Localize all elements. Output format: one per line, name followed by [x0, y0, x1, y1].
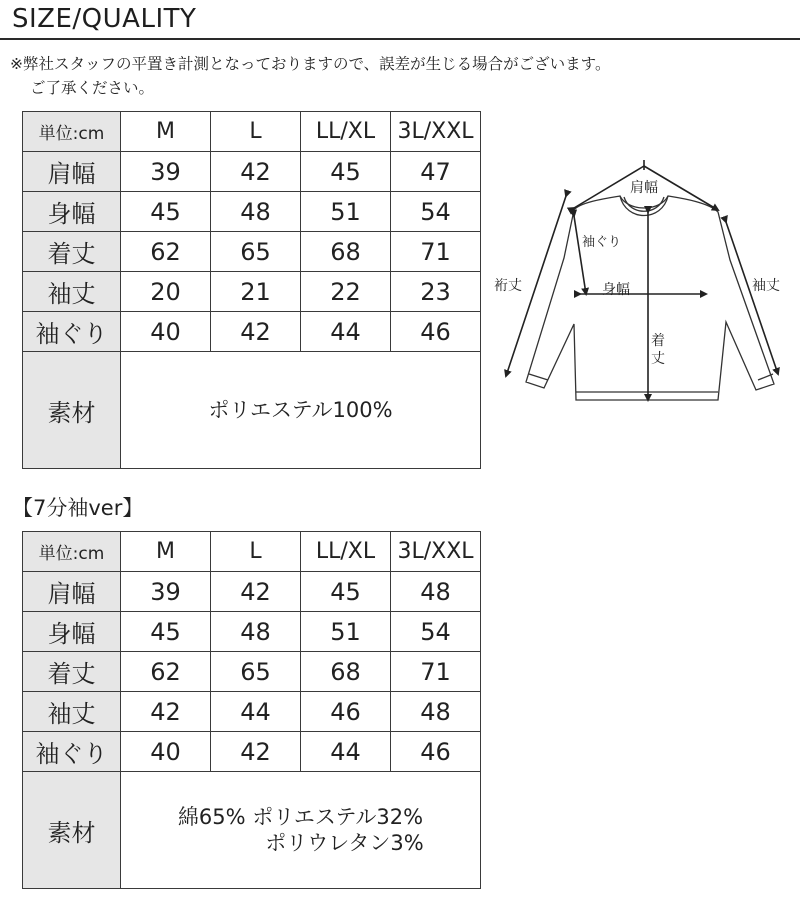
column-header: L [211, 532, 301, 572]
table-cell: 48 [391, 572, 481, 612]
material-value: ポリエステル100% [121, 352, 481, 469]
table-cell: 48 [211, 192, 301, 232]
table-cell: 65 [211, 232, 301, 272]
table-cell: 45 [301, 572, 391, 612]
table-cell: 45 [121, 612, 211, 652]
table-row [23, 272, 481, 312]
table-cell: 45 [301, 152, 391, 192]
table-cell: 42 [121, 692, 211, 732]
table-cell: 22 [301, 272, 391, 312]
material-label: 素材 [23, 352, 121, 469]
measurement-note [10, 52, 800, 100]
table-cell: 21 [211, 272, 301, 312]
material-line-1: 綿65% ポリエステル32% [177, 805, 424, 829]
sleeve-arrow [726, 222, 778, 374]
sleeve-label: 袖丈 [752, 278, 780, 294]
table-cell: 48 [211, 612, 301, 652]
size-table-standard [22, 111, 481, 469]
armhole-arrow [574, 216, 586, 294]
column-header: 3L/XXL [391, 112, 481, 152]
row-label: 肩幅 [23, 152, 121, 192]
column-header: LL/XL [301, 532, 391, 572]
row-label: 袖丈 [23, 692, 121, 732]
column-header: 3L/XXL [391, 532, 481, 572]
table-cell: 54 [391, 612, 481, 652]
garment-measurement-diagram [488, 152, 788, 414]
table-header-row [23, 532, 481, 572]
shirt-outline [526, 196, 774, 400]
row-label: 袖丈 [23, 272, 121, 312]
table-cell: 46 [301, 692, 391, 732]
table-cell: 39 [121, 572, 211, 612]
material-label: 素材 [23, 772, 121, 889]
armhole-label: 袖ぐり [582, 235, 622, 250]
table-cell: 40 [121, 732, 211, 772]
material-value [121, 772, 481, 889]
row-label: 袖ぐり [23, 732, 121, 772]
table-row [23, 732, 481, 772]
row-label: 肩幅 [23, 572, 121, 612]
note-line-2: ご了承ください。 [30, 79, 155, 97]
row-label: 着丈 [23, 232, 121, 272]
row-label: 身幅 [23, 192, 121, 232]
table-cell: 71 [391, 652, 481, 692]
yuki-label: 裄丈 [494, 278, 522, 294]
table-row [23, 192, 481, 232]
table-row [23, 612, 481, 652]
table-cell: 44 [211, 692, 301, 732]
table-cell: 44 [301, 312, 391, 352]
table-cell: 42 [211, 572, 301, 612]
table-cell: 20 [121, 272, 211, 312]
size-table-7-sleeve [22, 531, 481, 889]
table-cell: 40 [121, 312, 211, 352]
material-row [23, 772, 481, 889]
column-header: LL/XL [301, 112, 391, 152]
table-cell: 54 [391, 192, 481, 232]
table-cell: 39 [121, 152, 211, 192]
unit-label: 単位:cm [23, 532, 121, 572]
table-cell: 47 [391, 152, 481, 192]
table-cell: 62 [121, 652, 211, 692]
length-label-1: 着 [651, 333, 665, 349]
table-cell: 62 [121, 232, 211, 272]
table-cell: 44 [301, 732, 391, 772]
column-header: L [211, 112, 301, 152]
row-label: 着丈 [23, 652, 121, 692]
table-cell: 42 [211, 312, 301, 352]
table-cell: 68 [301, 232, 391, 272]
section-heading-7-sleeve: 【7分袖ver】 [12, 496, 144, 520]
table-cell: 42 [211, 152, 301, 192]
table-cell: 45 [121, 192, 211, 232]
table-cell: 42 [211, 732, 301, 772]
title-divider [0, 38, 800, 40]
table-row [23, 572, 481, 612]
table-cell: 46 [391, 312, 481, 352]
table-row [23, 312, 481, 352]
body-width-label: 身幅 [602, 282, 630, 298]
row-label: 袖ぐり [23, 312, 121, 352]
table-header-row [23, 112, 481, 152]
table-row [23, 232, 481, 272]
table-cell: 71 [391, 232, 481, 272]
table-cell: 23 [391, 272, 481, 312]
table-cell: 51 [301, 192, 391, 232]
material-line-2: ポリウレタン3% [265, 831, 424, 855]
table-row [23, 652, 481, 692]
table-row [23, 692, 481, 732]
table-cell: 46 [391, 732, 481, 772]
table-row [23, 152, 481, 192]
table-cell: 68 [301, 652, 391, 692]
table-cell: 65 [211, 652, 301, 692]
shoulder-label: 肩幅 [630, 180, 658, 196]
column-header: M [121, 532, 211, 572]
note-line-1: ※弊社スタッフの平置き計測となっておりますので、誤差が生じる場合がございます。 [10, 55, 611, 73]
table-cell: 48 [391, 692, 481, 732]
material-row [23, 352, 481, 469]
row-label: 身幅 [23, 612, 121, 652]
page-title: SIZE/QUALITY [12, 4, 197, 34]
column-header: M [121, 112, 211, 152]
unit-label: 単位:cm [23, 112, 121, 152]
length-label-2: 丈 [651, 351, 665, 367]
table-cell: 51 [301, 612, 391, 652]
